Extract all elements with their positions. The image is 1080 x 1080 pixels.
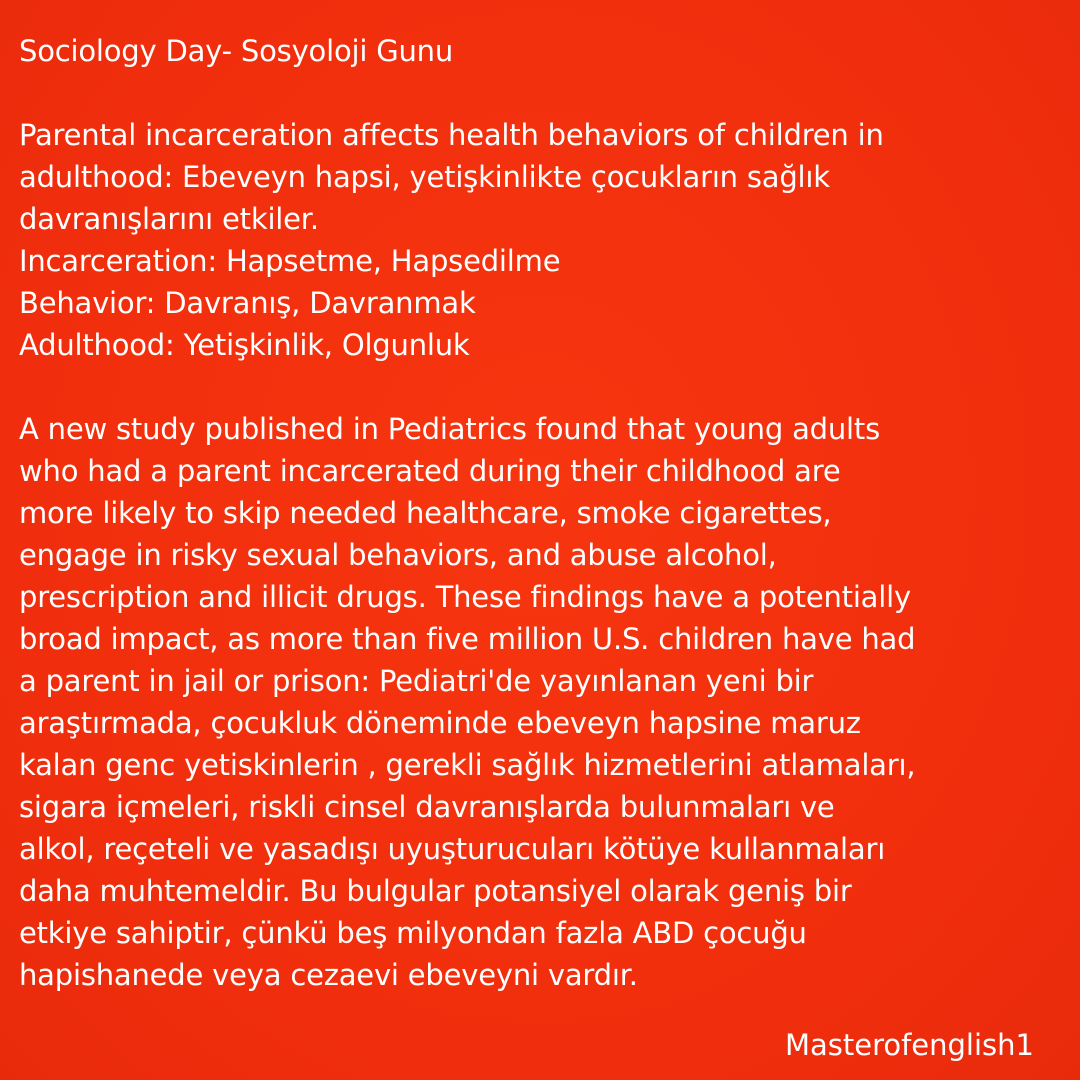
text-line: who had a parent incarcerated during their childhood are (19, 454, 841, 488)
text-line: etkiye sahiptir, çünkü beş milyondan fazla ABD çocuğu (19, 916, 807, 950)
text-line: daha muhtemeldir. Bu bulgular potansiyel olarak geniş bir (19, 874, 852, 908)
text-line: hapishanede veya cezaevi ebeveyni vardır. (19, 958, 638, 992)
text-line: kalan genc yetiskinlerin , gerekli sağlık hizmetlerini atlamaları, (19, 748, 916, 782)
vocab-item-adulthood: Adulthood: Yetişkinlik, Olgunluk (19, 328, 470, 362)
text-line: prescription and illicit drugs. These findings have a potentially (19, 580, 911, 614)
spacer (19, 72, 1064, 114)
post-content (19, 30, 1064, 996)
text-line: sigara içmeleri, riskli cinsel davranışlarda bulunmaları ve (19, 790, 835, 824)
spacer (19, 366, 1064, 408)
text-line: more likely to skip needed healthcare, smoke cigarettes, (19, 496, 832, 530)
text-line: engage in risky sexual behaviors, and abuse alcohol, (19, 538, 777, 572)
text-line: adulthood: Ebeveyn hapsi, yetişkinlikte çocukların sağlık (19, 160, 830, 194)
post-title: Sociology Day- Sosyoloji Gunu (19, 34, 454, 68)
vocab-item-behavior: Behavior: Davranış, Davranmak (19, 286, 476, 320)
vocab-intro-paragraph (19, 114, 1064, 240)
vocab-item-incarceration: Incarceration: Hapsetme, Hapsedilme (19, 244, 561, 278)
text-line: broad impact, as more than five million U.S. children have had (19, 622, 916, 656)
text-line: a parent in jail or prison: Pediatri'de yayınlanan yeni bir (19, 664, 814, 698)
text-line: davranışlarını etkiler. (19, 202, 319, 236)
author-signature: Masterofenglish1 (784, 1028, 1034, 1062)
body-paragraph (19, 408, 1064, 996)
text-line: Parental incarceration affects health behaviors of children in (19, 118, 884, 152)
text-line: alkol, reçeteli ve yasadışı uyuşturucuları kötüye kullanmaları (19, 832, 886, 866)
vocab-list (19, 240, 1064, 366)
text-line: araştırmada, çocukluk döneminde ebeveyn hapsine maruz (19, 706, 861, 740)
text-line: A new study published in Pediatrics found that young adults (19, 412, 880, 446)
